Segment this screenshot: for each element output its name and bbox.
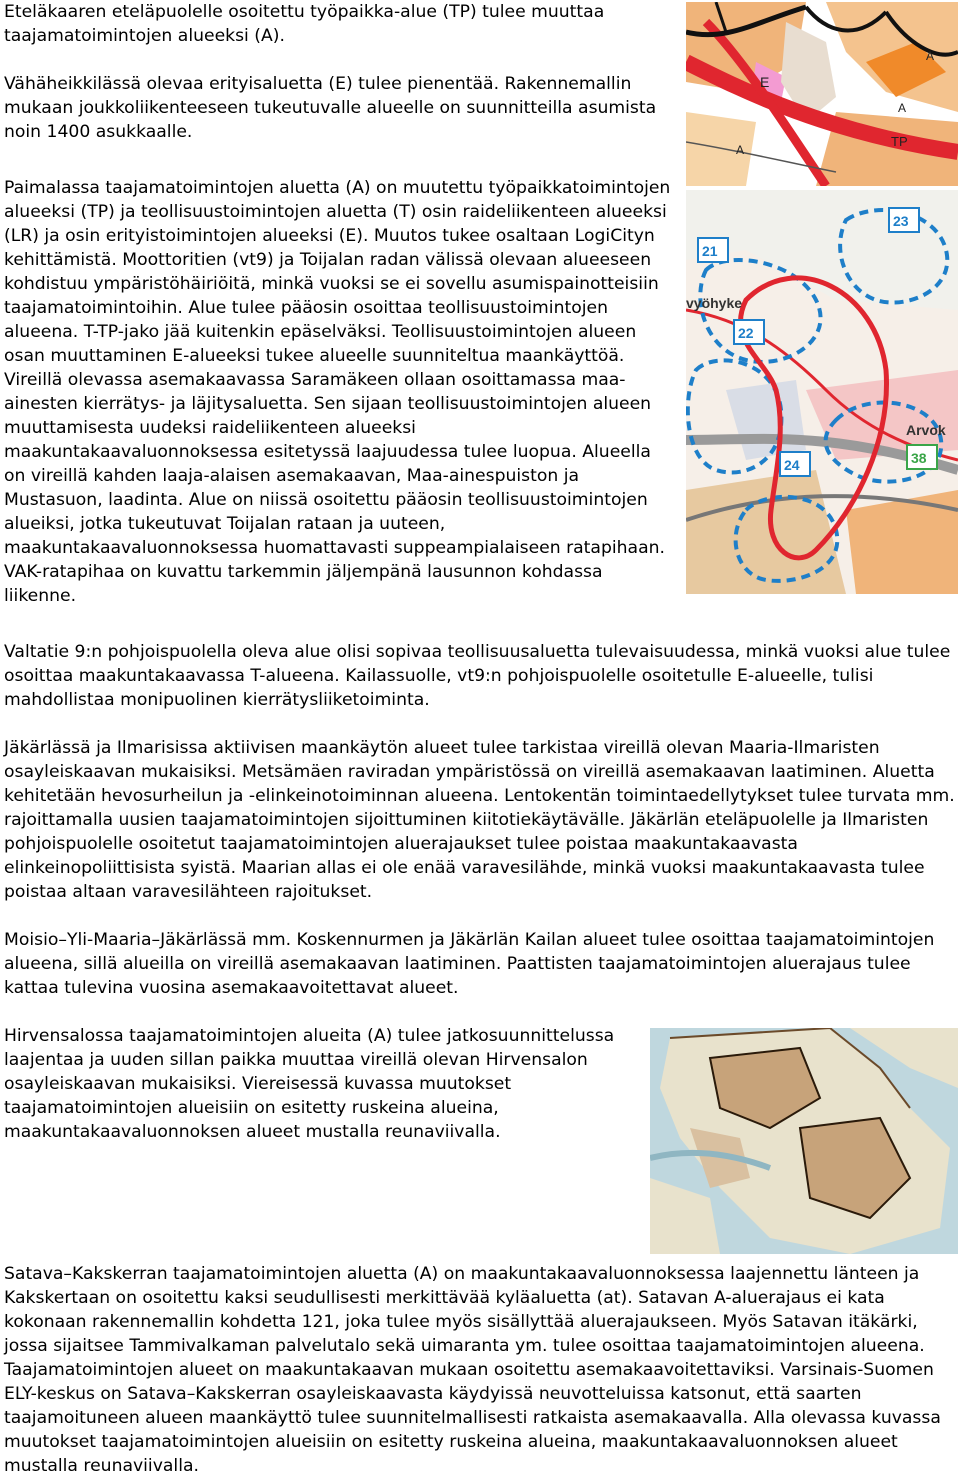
map2-label-38: 38 — [911, 450, 927, 466]
paragraph-5: Jäkärlässä ja Ilmarisissa aktiivisen maankäytön alueet tulee tarkistaa vireillä olevan Maaria-Ilmaristen osayleiskaavan mukaisiksi. Metsämäen raviradan ympäristössä on vireillä asemakaavan laatiminen. Aluetta kehitetään hevosurheilun ja -elinkeinotoiminnan alueena. Lentokentän toimintaedellytykset tulee turvata mm. rajoittamalla uusien taajamatoimintojen sijoittuminen kiitotiekäytävälle. Jäkärlän eteläpuolelle ja Ilmaristen pohjoispuolelle osoitetut taajamatoimintojen aluerajaukset tulee poistaa maakuntakaavasta elinkeinopoliittisista syistä. Maarian allas ei ole enää varavesilähde, minkä vuoksi maakuntakaavasta tulee poistaa altaan varavesilähteen rajoitukset. — [4, 738, 955, 902]
paragraph-1: Eteläkaaren eteläpuolelle osoitettu työpaikka-alue (TP) tulee muuttaa taajamatoimintojen alueeksi (A). — [4, 2, 605, 46]
paragraph-4: Valtatie 9:n pohjoispuolella oleva alue olisi sopivaa teollisuusaluetta tulevaisuudessa, minkä vuoksi alue tulee osoittaa maakuntakaavassa T-alueena. Kailassuolle, vt9:n pohjoispuolelle osoitetulle E-alueelle, tulisi mahdollistaa monipuolinen kierrätysliiketoiminta. — [4, 642, 951, 710]
map-hirvensalo — [650, 1028, 958, 1254]
paragraph-6: Moisio–Yli-Maaria–Jäkärlässä mm. Koskennurmen ja Jäkärlän Kailan alueet tulee osoittaa taajamatoimintojen alueena, sillä alueilla on vireillä asemakaavan laatiminen. Paattisten taajamatoimintojen aluerajaus tulee kattaa tulevina vuosina asemakaavoitettavat alueet. — [4, 930, 935, 998]
map-etelakaari — [686, 2, 958, 186]
map1-label-tp: TP — [891, 134, 908, 149]
map1-label-a1: A — [926, 49, 935, 63]
map2-label-22: 22 — [738, 325, 754, 341]
map2-label-23: 23 — [893, 213, 909, 229]
map2-label-arvok: Arvok — [906, 422, 946, 438]
map2-label-21: 21 — [702, 243, 718, 259]
map2-label-24: 24 — [784, 457, 800, 473]
map1-label-a2: A — [898, 101, 907, 115]
paragraph-2: Vähäheikkilässä olevaa erityisaluetta (E) tulee pienentää. Rakennemallin mukaan joukkoliikenteeseen tukeutuvalle alueelle on suunnitteilla asumista noin 1400 asukkaalle. — [4, 74, 657, 142]
paragraph-7: Hirvensalossa taajamatoimintojen alueita (A) tulee jatkosuunnittelussa laajentaa ja uuden sillan paikka muuttaa vireillä olevan Hirvensalon osayleiskaavan mukaisiksi. Viereisessä kuvassa muutokset taajamatoimintojen alueisiin on esitetty ruskeina alueina, maakuntakaavaluonnoksen alueet mustalla reunaviivalla. — [4, 1026, 615, 1142]
map1-label-e: E — [760, 74, 770, 90]
paragraph-3: Paimalassa taajamatoimintojen aluetta (A) on muutettu työpaikkatoimintojen alueeksi (TP) ja teollisuustoimintojen aluetta (T) osin raideliikenteen alueeksi (LR) ja osin erityistoimintojen alueeksi (E). Muutos tukee osaltaan LogiCityn kehittämistä. Moottoritien (vt9) ja Toijalan radan välissä olevaan alueeseen kohdistuu ympäristöhäiriöitä, minkä vuoksi se ei sovellu asumispainotteisiin taajamatoimintoihin. Alue tulee pääosin osoittaa teollisuustoimintojen alueena. T-TP-jako jää kuitenkin epäselväksi. Teollisuustoimintojen alueen osan muuttaminen E-alueeksi tukee alueelle suunniteltua maankäyttöä. Vireillä olevassa asemakaavassa Saramäkeen ollaan osoittamassa maa-ainesten kierrätys- ja läjitysaluetta. Sen sijaan teollisuustoimintojen alueen muuttamisesta uudeksi raideliikenteen alueeksi maakuntakaavaluonnoksessa esitetyssä laajuudessa tulee luopua. Alueella on vireillä kahden laaja-alaisen asemakaavan, Maa-ainespuiston ja Mustasuon, laadinta. Alue on niissä osoitettu pääosin teollisuustoimintojen alueiksi, jotka tukeutuvat Toijalan rataan ja uuteen, maakuntakaavaluonnoksessa huomattavasti suppeampialaiseen ratapihaan. VAK-ratapihaa on kuvattu tarkemmin jäljempänä lausunnon kohdassa liikenne. — [4, 178, 671, 606]
paragraph-8: Satava–Kakskerran taajamatoimintojen aluetta (A) on maakuntakaavaluonnoksessa laajennettu länteen ja Kakskertaan on osoitettu kaksi seudullisesti merkittävää kyläaluetta (at). Satavan A-aluerajaus ei kata kokonaan rakennemallin kohdetta 121, joka tulee myös sisällyttää aluerajaukseen. Myös Satavan itäkärki, jossa sijaitsee Tammivalkaman palvelutalo sekä uimaranta ym. tulee osoittaa taajamatoimintojen alueena. Taajamatoimintojen alueet on maakuntakaavan mukaan osoitettu asemakaavoitettaviksi. Varsinais-Suomen ELY-keskus on Satava–Kakskerran osayleiskaavasta käydyissä neuvotteluissa katsonut, että saarten taajamoituneen alueen maankäyttö tulee suunnitelmallisesti ratkaista asemakaavalla. Alla olevassa kuvassa muutokset taajamatoimintojen alueisiin on esitetty ruskeina alueina, maakuntakaavaluonnoksen alueet mustalla reunaviivalla. — [4, 1264, 941, 1476]
map1-label-a3: A — [736, 143, 745, 157]
map-paimala — [686, 190, 958, 594]
map2-label-vyohyke: vyöhyke — [686, 295, 743, 311]
